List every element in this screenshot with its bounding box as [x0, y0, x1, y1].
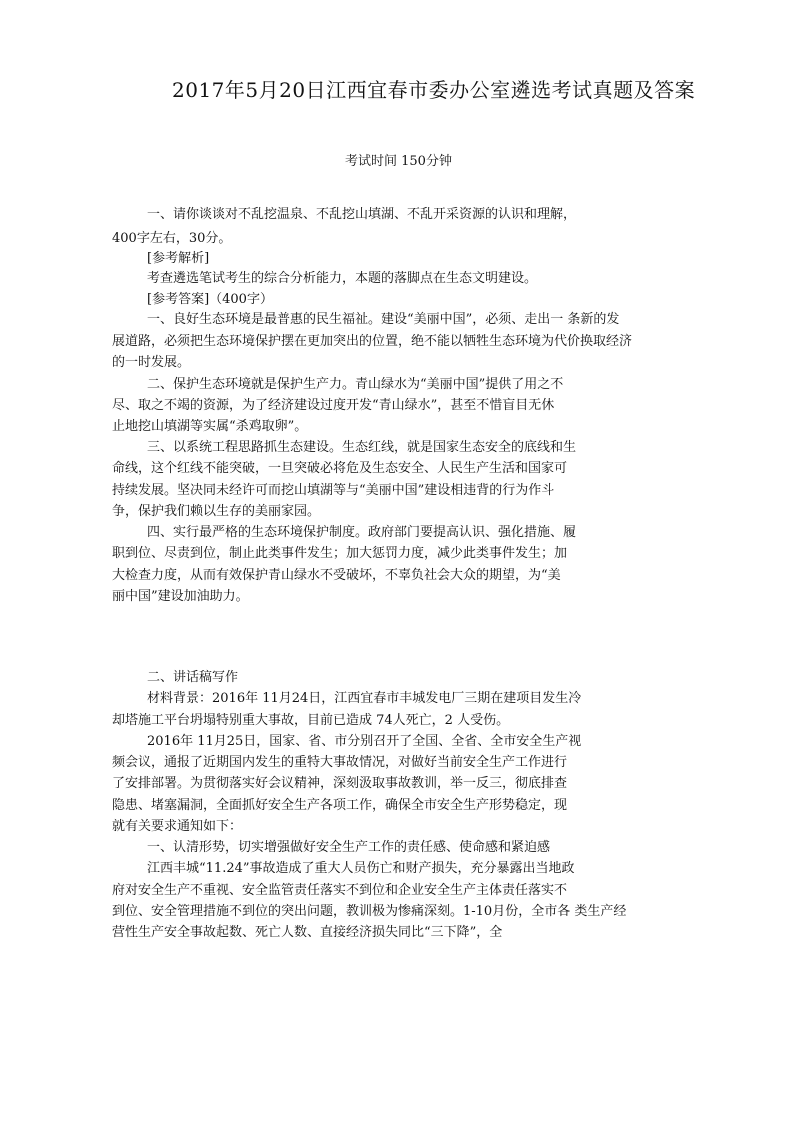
text-line: 展道路，必须把生态环境保护摆在更加突出的位置，绝不能以牺牲生态环境为代价换取经济: [112, 334, 633, 349]
text-line: 丽中国”建设加油助力。: [112, 589, 249, 604]
text-line: 的一时发展。: [112, 355, 191, 370]
text-line: 营性生产安全事故起数、死亡人数、直接经济损失同比“三下降”，全: [112, 925, 503, 940]
text-line: 了安排部署。为贯彻落实好会议精神，深刻汲取事故教训，举一反三，彻底排查: [112, 776, 568, 791]
text-line: 一、良好生态环境是最普惠的民生福祉。建设“美丽中国”，必须、走出一 条新的发: [147, 312, 620, 327]
text-line: 400字左右，30分。: [112, 231, 232, 246]
text-line: 隐患、堵塞漏洞，全面抓好安全生产各项工作，确保全市安全生产形势稳定，现: [112, 798, 568, 813]
text-line: 三、以系统工程思路抓生态建设。生态红线，就是国家生态安全的底线和生: [147, 440, 577, 455]
section-heading: 二、讲话稿写作: [147, 670, 239, 685]
text-line: 四、实行最严格的生态环境保护制度。政府部门要提高认识、强化措施、履: [147, 525, 577, 540]
text-line: 2016年 11月25日，国家、省、市分别召开了全国、全省、全市安全生产视: [147, 734, 582, 749]
text-line: 持续发展。坚决同未经许可而挖山填湖等与“美丽中国”建设相违背的行为作斗: [112, 483, 555, 498]
text-line: 一、请你谈谈对不乱挖温泉、不乱挖山填湖、不乱开采资源的认识和理解，: [147, 207, 577, 222]
text-line: 一、认清形势，切实增强做好安全生产工作的责任感、使命感和紧迫感: [147, 840, 551, 855]
text-line: 江西丰城“11.24”事故造成了重大人员伤亡和财产损失，充分暴露出当地政: [147, 861, 575, 876]
text-line: 考查遴选笔试考生的综合分析能力，本题的落脚点在生态文明建设。: [147, 271, 538, 286]
text-line: 命线，这个红线不能突破，一旦突破必将危及生态安全、人民生产生活和国家可: [112, 461, 568, 476]
text-line: 频会议，通报了近期国内发生的重特大事故情况，对做好当前安全生产工作进行: [112, 755, 568, 770]
text-line: 府对安全生产不重视、安全监管责任落实不到位和企业安全生产主体责任落实不: [112, 883, 568, 898]
text-line: 就有关要求通知如下：: [112, 819, 243, 834]
text-line: 材料背景：2016年 11月24日，江西宜春市丰城发电厂三期在建项目发生冷: [147, 691, 582, 706]
text-line: 职到位、尽责到位，制止此类事件发生；加大惩罚力度，减少此类事件发生；加: [112, 546, 568, 561]
text-line: [参考答案]（400字）: [147, 292, 273, 307]
exam-time: 考试时间 150分钟: [345, 154, 452, 169]
text-line: 大检查力度，从而有效保护青山绿水不受破坏，不辜负社会大众的期望，为“美: [112, 568, 561, 583]
text-line: 争，保护我们赖以生存的美丽家园。: [112, 504, 321, 519]
text-line: 二、保护生态环境就是保护生产力。青山绿水为“美丽中国”提供了用之不: [147, 377, 564, 392]
text-line: 却塔施工平台坍塌特别重大事故，目前已造成 74人死亡，2 人受伤。: [112, 713, 510, 728]
document-title: 2017年5月20日江西宜春市委办公室遴选考试真题及答案: [172, 78, 696, 102]
text-line: [参考解析]: [147, 251, 210, 266]
text-line: 到位、安全管理措施不到位的突出问题，教训极为惨痛深刻。1-10月份，全市各 类生产经: [112, 904, 627, 919]
text-line: 止地挖山填湖等实属“杀鸡取卵”。: [112, 419, 308, 434]
text-line: 尽、取之不竭的资源，为了经济建设过度开发“青山绿水”，甚至不惜盲目无休: [112, 398, 555, 413]
